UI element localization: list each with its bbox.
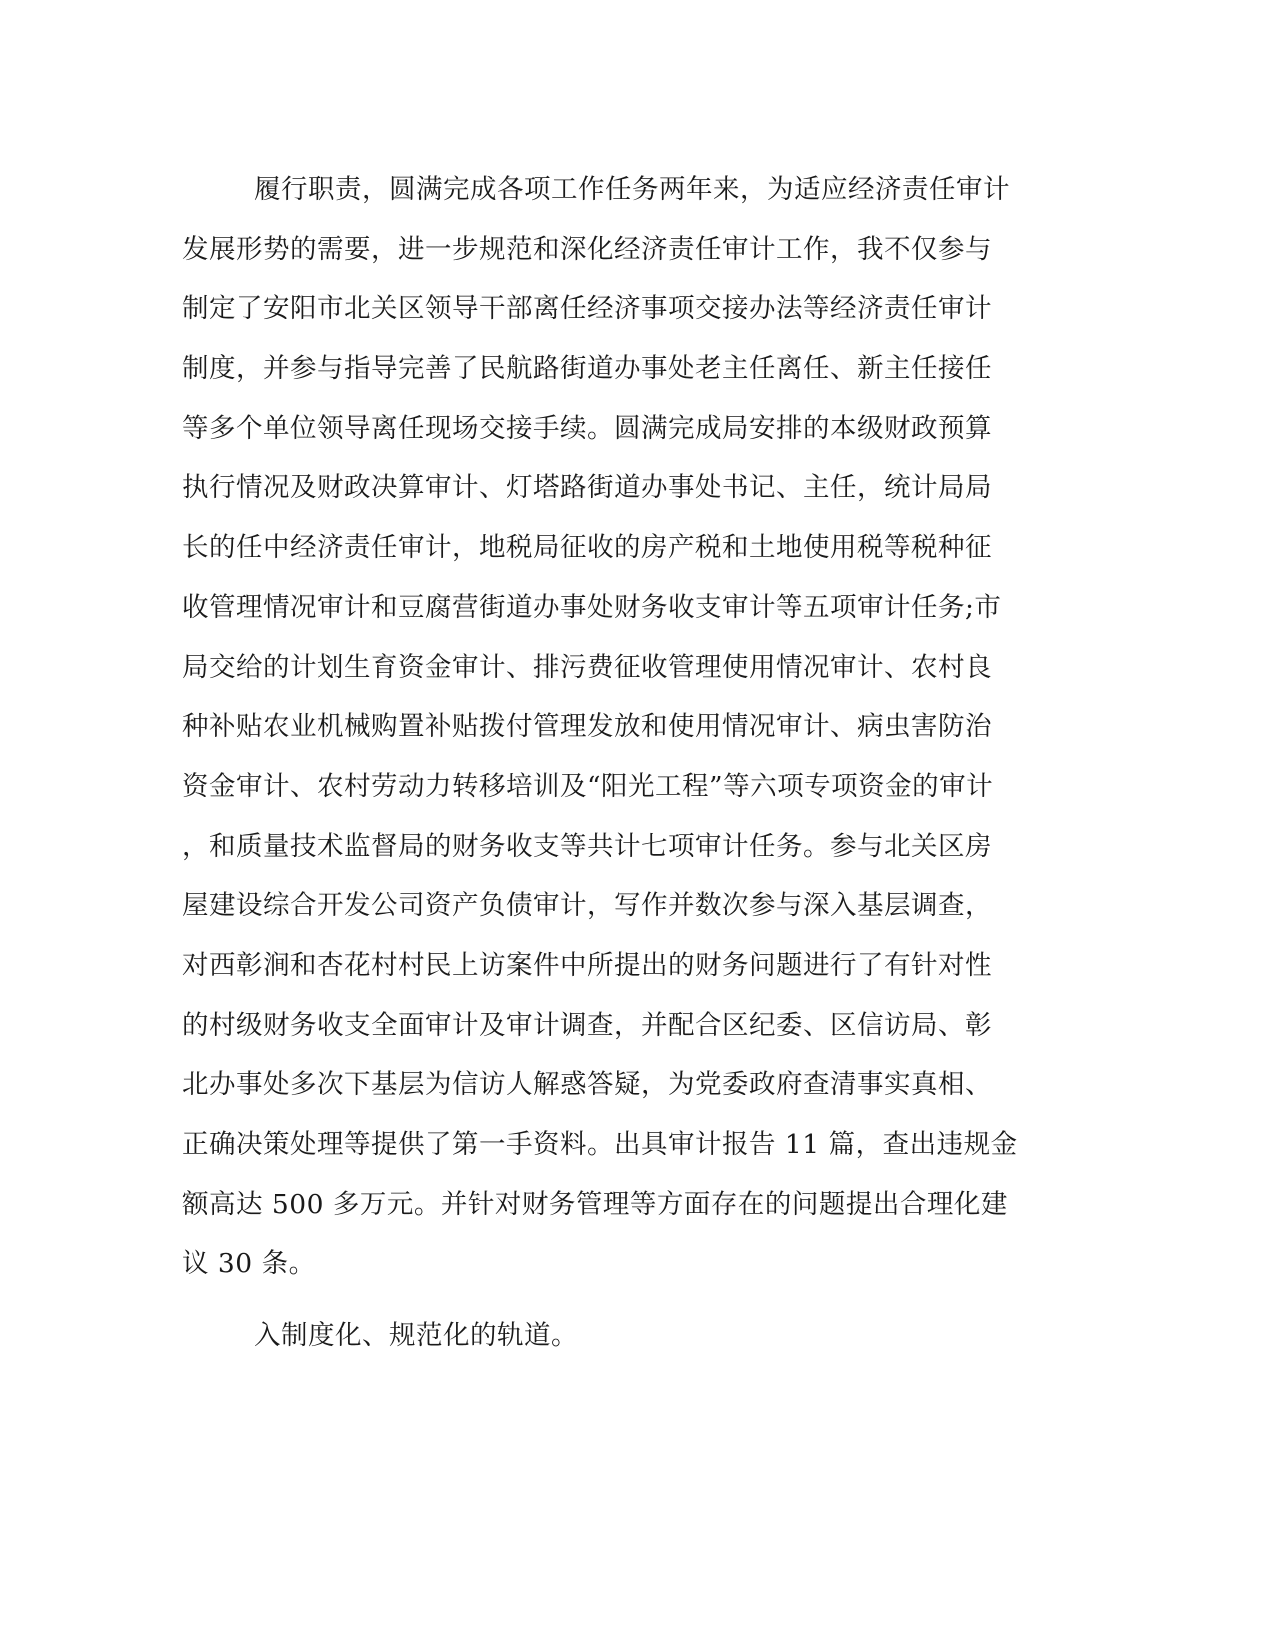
paragraph-line: 履行职责，圆满完成各项工作任务两年来，为适应经济责任审计 — [254, 174, 1010, 205]
paragraph-line: 收管理情况审计和豆腐营街道办事处财务收支审计等五项审计任务;市 — [182, 591, 1002, 623]
paragraph-line: 入制度化、规范化的轨道。 — [254, 1320, 578, 1352]
paragraph-1 — [182, 160, 1042, 1294]
paragraph-line: 正确决策处理等提供了第一手资料。出具审计报告 11 篇，查出违规金 — [182, 1129, 1018, 1160]
paragraph-2 — [182, 1306, 1042, 1366]
paragraph-line: 对西彰涧和杏花村村民上访案件中所提出的财务问题进行了有针对性 — [182, 949, 992, 981]
document-body — [182, 160, 1042, 1366]
paragraph-line: 议 30 条。 — [182, 1248, 316, 1280]
paragraph-line: 屋建设综合开发公司资产负债审计，写作并数次参与深入基层调查， — [182, 890, 992, 922]
paragraph-line: 额高达 500 多万元。并针对财务管理等方面存在的问题提出合理化建 — [182, 1188, 1008, 1220]
paragraph-line: 局交给的计划生育资金审计、排污费征收管理使用情况审计、农村良 — [182, 651, 992, 683]
paragraph-line: 北办事处多次下基层为信访人解惑答疑，为党委政府查清事实真相、 — [182, 1069, 992, 1101]
paragraph-line: 资金审计、农村劳动力转移培训及“阳光工程”等六项专项资金的审计 — [182, 770, 994, 802]
paragraph-line: 制定了安阳市北关区领导干部离任经济事项交接办法等经济责任审计 — [182, 293, 992, 325]
paragraph-line: 发展形势的需要，进一步规范和深化经济责任审计工作，我不仅参与 — [182, 233, 992, 265]
paragraph-line: 制度，并参与指导完善了民航路街道办事处老主任离任、新主任接任 — [182, 353, 992, 385]
paragraph-line: 长的任中经济责任审计，地税局征收的房产税和土地使用税等税种征 — [182, 532, 992, 564]
paragraph-line: 执行情况及财政决算审计、灯塔路街道办事处书记、主任，统计局局 — [182, 472, 992, 504]
paragraph-line: 等多个单位领导离任现场交接手续。圆满完成局安排的本级财政预算 — [182, 412, 992, 444]
paragraph-line: 的村级财务收支全面审计及审计调查，并配合区纪委、区信访局、彰 — [182, 1009, 992, 1041]
paragraph-line: 种补贴农业机械购置补贴拨付管理发放和使用情况审计、病虫害防治 — [182, 711, 992, 743]
paragraph-line: ，和质量技术监督局的财务收支等共计七项审计任务。参与北关区房 — [182, 830, 992, 862]
